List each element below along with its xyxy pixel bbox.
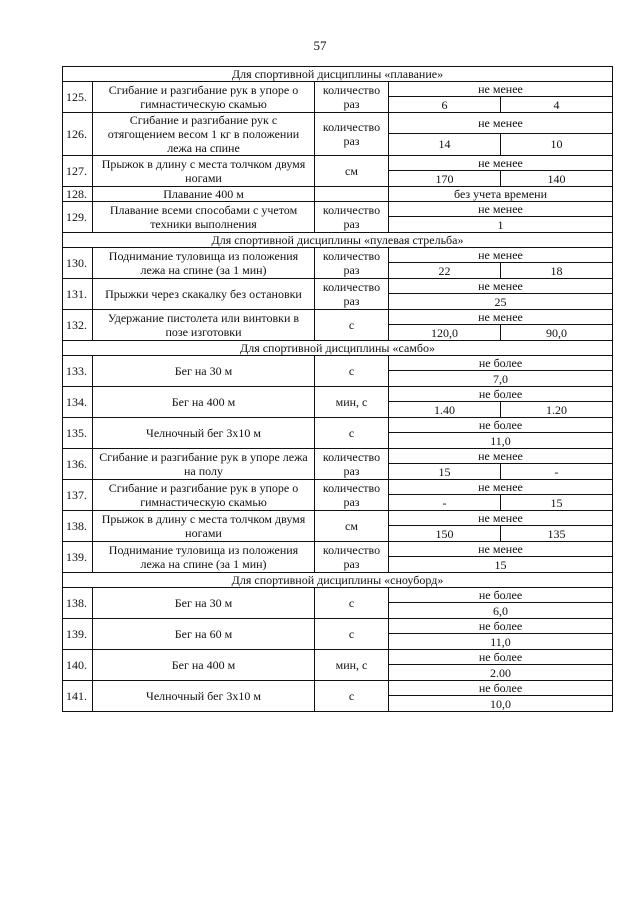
table-row xyxy=(63,511,613,526)
table-row xyxy=(63,156,613,171)
unit-cell: количество раз xyxy=(315,542,389,573)
unit-cell: количество раз xyxy=(315,480,389,511)
norm-label: без учета времени xyxy=(389,187,613,202)
norm-value-male: 120,0 xyxy=(389,325,501,341)
row-number: 131. xyxy=(63,279,93,310)
unit-cell: количество раз xyxy=(315,279,389,310)
table-row xyxy=(63,356,613,371)
exercise-name: Челночный бег 3х10 м xyxy=(93,418,315,449)
table-row xyxy=(63,542,613,557)
exercise-name: Бег на 30 м xyxy=(93,588,315,619)
norm-value: 25 xyxy=(389,294,613,310)
section-title: Для спортивной дисциплины «сноуборд» xyxy=(63,573,613,588)
unit-cell: см xyxy=(315,511,389,542)
norm-value-female: - xyxy=(501,464,613,480)
norm-value-male: 14 xyxy=(389,133,501,155)
norm-label: не менее xyxy=(389,113,613,134)
section-header-row xyxy=(63,233,613,248)
page-number: 57 xyxy=(313,38,327,53)
norm-label: не менее xyxy=(389,156,613,171)
exercise-name: Сгибание и разгибание рук в упоре о гимнастическую скамью xyxy=(93,82,315,113)
exercise-name: Сгибание и разгибание рук с отягощением весом 1 кг в положении лежа на спине xyxy=(93,113,315,156)
exercise-name: Бег на 30 м xyxy=(93,356,315,387)
norm-value-female: 1.20 xyxy=(501,402,613,418)
section-header-row xyxy=(63,341,613,356)
table-row xyxy=(63,113,613,134)
section-header-row xyxy=(63,573,613,588)
unit-cell: мин, с xyxy=(315,387,389,418)
row-number: 134. xyxy=(63,387,93,418)
unit-cell: количество раз xyxy=(315,82,389,113)
table-row xyxy=(63,650,613,665)
row-number: 139. xyxy=(63,619,93,650)
exercise-name: Удержание пистолета или винтовки в позе изготовки xyxy=(93,310,315,341)
standards-table xyxy=(62,66,613,712)
norm-label: не менее xyxy=(389,310,613,325)
table-row xyxy=(63,387,613,402)
norm-label: не менее xyxy=(389,511,613,526)
norm-value-female: 90,0 xyxy=(501,325,613,341)
table-row xyxy=(63,480,613,495)
norm-value: 2.00 xyxy=(389,665,613,681)
table-row xyxy=(63,82,613,97)
exercise-name: Прыжок в длину с места толчком двумя ногами xyxy=(93,156,315,187)
norm-label: не более xyxy=(389,387,613,402)
unit-cell: с xyxy=(315,681,389,712)
exercise-name: Поднимание туловища из положения лежа на спине (за 1 мин) xyxy=(93,248,315,279)
unit-cell xyxy=(315,187,389,202)
norm-label: не менее xyxy=(389,248,613,263)
row-number: 132. xyxy=(63,310,93,341)
exercise-name: Бег на 400 м xyxy=(93,387,315,418)
unit-cell: количество раз xyxy=(315,449,389,480)
unit-cell: с xyxy=(315,356,389,387)
norm-label: не менее xyxy=(389,542,613,557)
norm-value-male: 170 xyxy=(389,171,501,187)
norm-label: не менее xyxy=(389,480,613,495)
unit-cell: количество раз xyxy=(315,202,389,233)
norm-label: не более xyxy=(389,681,613,696)
norm-value: 1 xyxy=(389,217,613,233)
exercise-name: Сгибание и разгибание рук в упоре лежа на полу xyxy=(93,449,315,480)
section-title: Для спортивной дисциплины «самбо» xyxy=(63,341,613,356)
norm-value-male: 6 xyxy=(389,97,501,113)
row-number: 136. xyxy=(63,449,93,480)
norm-value-male: 22 xyxy=(389,263,501,279)
unit-cell: количество раз xyxy=(315,248,389,279)
unit-cell: количество раз xyxy=(315,113,389,156)
table-row xyxy=(63,310,613,325)
unit-cell: мин, с xyxy=(315,650,389,681)
unit-cell: с xyxy=(315,310,389,341)
row-number: 133. xyxy=(63,356,93,387)
exercise-name: Бег на 60 м xyxy=(93,619,315,650)
row-number: 128. xyxy=(63,187,93,202)
row-number: 137. xyxy=(63,480,93,511)
exercise-name: Прыжок в длину с места толчком двумя ногами xyxy=(93,511,315,542)
exercise-name: Плавание всеми способами с учетом техники выполнения xyxy=(93,202,315,233)
row-number: 138. xyxy=(63,511,93,542)
unit-cell: с xyxy=(315,588,389,619)
table-row xyxy=(63,449,613,464)
table-row xyxy=(63,588,613,603)
norm-label: не более xyxy=(389,356,613,371)
exercise-name: Поднимание туловища из положения лежа на спине (за 1 мин) xyxy=(93,542,315,573)
row-number: 135. xyxy=(63,418,93,449)
norm-label: не более xyxy=(389,650,613,665)
norm-label: не более xyxy=(389,418,613,433)
table-row xyxy=(63,418,613,433)
norm-value: 10,0 xyxy=(389,696,613,712)
norm-value: 15 xyxy=(389,557,613,573)
norm-label: не более xyxy=(389,619,613,634)
norm-value-female: 135 xyxy=(501,526,613,542)
norm-value-male: 150 xyxy=(389,526,501,542)
section-title: Для спортивной дисциплины «пулевая стрельба» xyxy=(63,233,613,248)
section-title: Для спортивной дисциплины «плавание» xyxy=(63,67,613,82)
exercise-name: Прыжки через скакалку без остановки xyxy=(93,279,315,310)
norm-value: 11,0 xyxy=(389,634,613,650)
row-number: 140. xyxy=(63,650,93,681)
table-row xyxy=(63,187,613,202)
norm-value-male: 15 xyxy=(389,464,501,480)
exercise-name: Сгибание и разгибание рук в упоре о гимнастическую скамью xyxy=(93,480,315,511)
norm-value-female: 18 xyxy=(501,263,613,279)
norm-value-male: 1.40 xyxy=(389,402,501,418)
exercise-name: Челночный бег 3х10 м xyxy=(93,681,315,712)
norm-label: не менее xyxy=(389,279,613,294)
norm-label: не более xyxy=(389,588,613,603)
row-number: 138. xyxy=(63,588,93,619)
row-number: 130. xyxy=(63,248,93,279)
row-number: 141. xyxy=(63,681,93,712)
norm-value: 7,0 xyxy=(389,371,613,387)
norm-value-female: 10 xyxy=(501,133,613,155)
norm-value-female: 4 xyxy=(501,97,613,113)
unit-cell: с xyxy=(315,418,389,449)
row-number: 127. xyxy=(63,156,93,187)
row-number: 139. xyxy=(63,542,93,573)
norm-value-male: - xyxy=(389,495,501,511)
norm-value-female: 15 xyxy=(501,495,613,511)
unit-cell: см xyxy=(315,156,389,187)
table-row xyxy=(63,202,613,217)
table-row xyxy=(63,248,613,263)
table-row xyxy=(63,279,613,294)
norm-label: не менее xyxy=(389,449,613,464)
exercise-name: Бег на 400 м xyxy=(93,650,315,681)
row-number: 125. xyxy=(63,82,93,113)
table-row xyxy=(63,681,613,696)
unit-cell: с xyxy=(315,619,389,650)
row-number: 126. xyxy=(63,113,93,156)
norm-label: не менее xyxy=(389,82,613,97)
norm-value: 6,0 xyxy=(389,603,613,619)
norm-label: не менее xyxy=(389,202,613,217)
table-row xyxy=(63,619,613,634)
exercise-name: Плавание 400 м xyxy=(93,187,315,202)
row-number: 129. xyxy=(63,202,93,233)
section-header-row xyxy=(63,67,613,82)
norm-value-female: 140 xyxy=(501,171,613,187)
norm-value: 11,0 xyxy=(389,433,613,449)
